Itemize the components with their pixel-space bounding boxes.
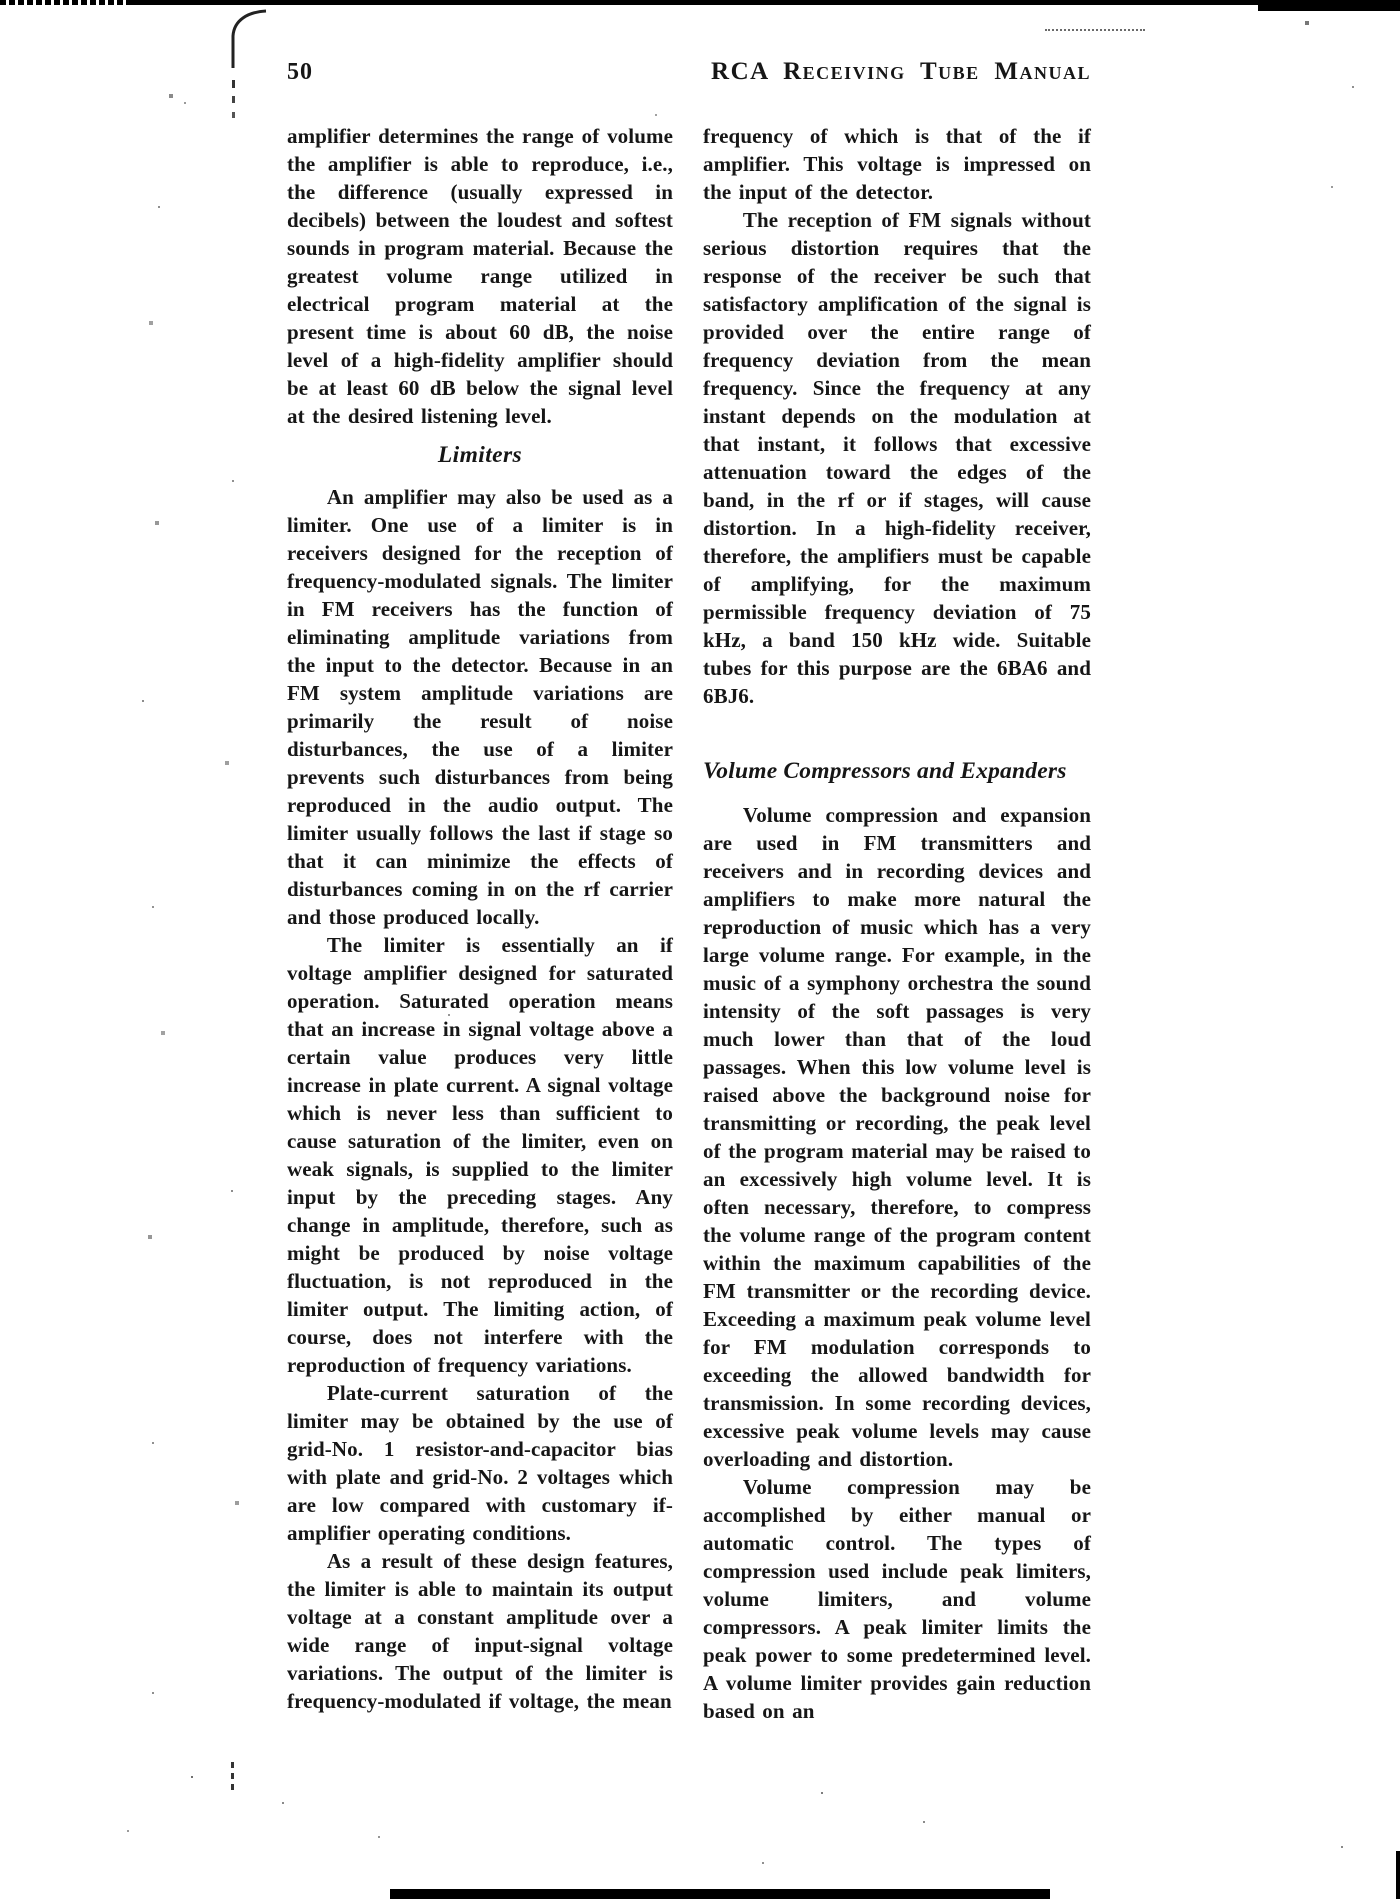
- paragraph: Volume compression and expansion are used in FM transmitters and receivers and in recording devices and amplifiers to make more natural the reproduction of music which has a very large volume range. For example, in the music of a symphony orchestra the sound intensity of the soft passages is very much lower than that of the loud passages. When this low volume level is raised above the background noise for transmitting or recording, the peak level of the program material may be raised to an excessively high volume level. It is often necessary, therefore, to compress the volume range of the program content within the maximum capabilities of the FM transmitter or the recording device. Exceeding a maximum peak volume level for FM modulation corresponds to exceeding the allowed bandwidth for transmission. In some recording devices, excessive peak volume levels may cause overloading and distortion.: [703, 803, 1091, 1471]
- paragraph: frequency of which is that of the if amplifier. This voltage is impressed on the input of the detector.: [703, 124, 1091, 204]
- paragraph: The limiter is essentially an if voltage amplifier designed for saturated operation. Saturated operation means that an increase in signal voltage above a certain value produces very little increase in plate current. A signal voltage which is never less than sufficient to cause saturation of the limiter, even on weak signals, is supplied to the limiter input by the preceding stages. Any change in amplitude, therefore, such as might be produced by noise voltage fluctuation, is not reproduced in the limiter output. The limiting action, of course, does not interfere with the reproduction of frequency variations.: [287, 933, 673, 1377]
- running-title: RCA Receiving Tube Manual: [711, 58, 1091, 85]
- scan-artifact-right-edge: [1396, 1851, 1400, 1899]
- page-header: [287, 58, 1091, 94]
- paragraph: The reception of FM signals without serious distortion requires that the response of the receiver be such that satisfactory amplification of the signal is provided over the entire range of frequency deviation from the mean frequency. Since the frequency at any instant depends on the modulation at that instant, it follows that excessive attenuation toward the edges of the band, in the rf or if stages, will cause distortion. In a high-fidelity receiver, therefore, the amplifiers must be capable of amplifying, for the maximum permissible frequency deviation of 75 kHz, a band 150 kHz wide. Suitable tubes for this purpose are the 6BA6 and 6BJ6.: [703, 208, 1091, 708]
- scan-noise-speckles: [0, 0, 2, 2]
- left-column: [287, 122, 673, 1715]
- right-column: [703, 122, 1091, 1725]
- paragraph: Plate-current saturation of the limiter may be obtained by the use of grid-No. 1 resistor-and-capacitor bias with plate and grid-No. 2 voltages which are low compared with customary if-amplifier operating conditions.: [287, 1381, 673, 1545]
- scan-artifact-margin-dash: [231, 1762, 234, 1792]
- section-heading-limiters: Limiters: [437, 442, 523, 468]
- section-heading-volume-compressors: Volume Compressors and Expanders: [703, 758, 1067, 784]
- paragraph: Volume compression may be accomplished by either manual or automatic control. The types of compression used include peak limiters, volume limiters, and volume compressors. A peak limiter limits the peak power to some predetermined level. A volume limiter provides gain reduction based on an: [703, 1475, 1091, 1723]
- scan-artifact-bottom-bar: [390, 1889, 1050, 1899]
- scan-artifact-dotted-line: [1045, 29, 1145, 31]
- paragraph: An amplifier may also be used as a limiter. One use of a limiter is in receivers designed for the reception of frequency-modulated signals. The limiter in FM receivers has the function of eliminating amplitude variations from the input to the detector. Because in an FM system amplitude variations are primarily the result of noise disturbances, the use of a limiter prevents such disturbances from being reproduced in the audio output. The limiter usually follows the last if stage so that it can minimize the effects of disturbances coming in on the rf carrier and those produced locally.: [287, 485, 673, 929]
- scan-artifact-top-bar-dotted: [0, 0, 132, 5]
- page-number: 50: [287, 59, 313, 85]
- scan-artifact-hook-mark: [224, 6, 272, 136]
- scan-artifact-top-bar: [0, 0, 1400, 5]
- paragraph: amplifier determines the range of volume the amplifier is able to reproduce, i.e., the difference (usually expressed in decibels) between the loudest and softest sounds in program material. Because the greatest volume range utilized in electrical program material at the present time is about 60 dB, the noise level of a high-fidelity amplifier should be at least 60 dB below the signal level at the desired listening level.: [287, 124, 673, 428]
- scan-artifact-top-right-corner: [1258, 0, 1400, 11]
- paragraph: As a result of these design features, the limiter is able to maintain its output voltage at a constant amplitude over a wide range of input-signal voltage variations. The output of the limiter is frequency-modulated if voltage, the mean: [287, 1549, 673, 1713]
